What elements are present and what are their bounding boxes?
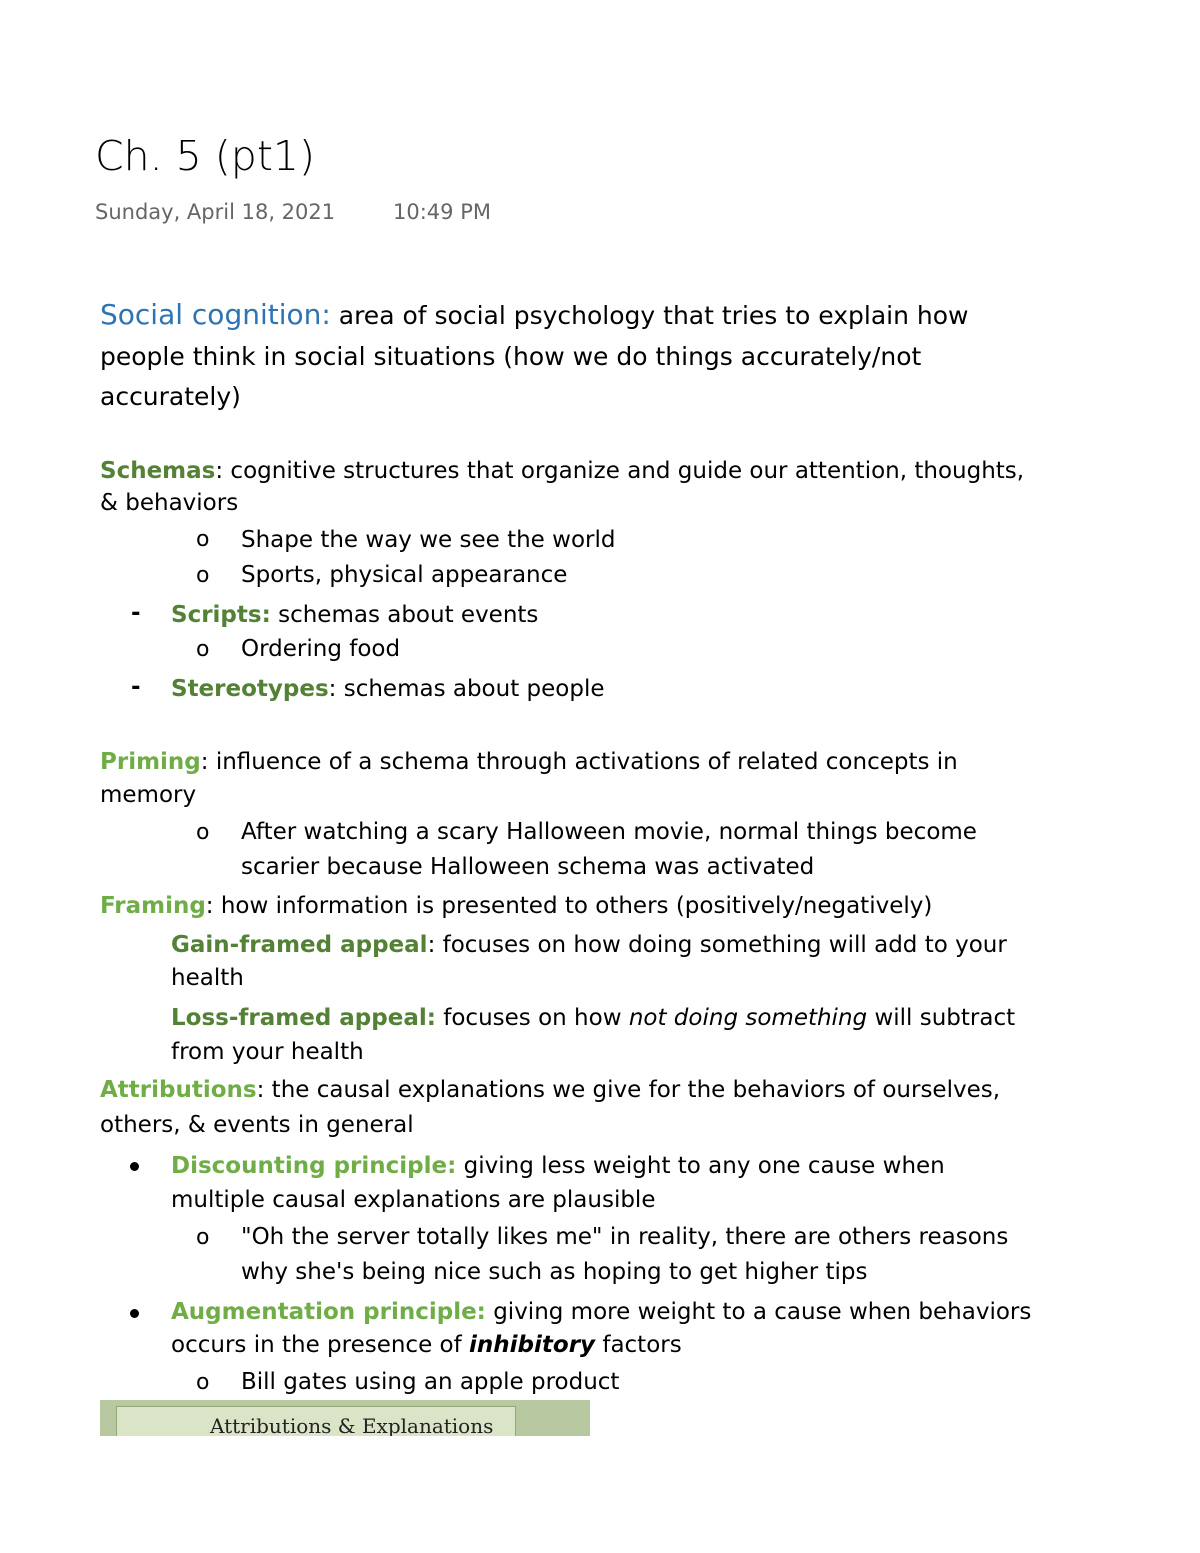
social-cognition-term: Social cognition: [100,298,331,331]
priming-example-line1: After watching a scary Halloween movie, normal things become [241,819,977,845]
augmentation-def-pre: occurs in the presence of [171,1332,470,1358]
augmentation-def: giving more weight to a cause when behaviors [485,1299,1032,1325]
scripts-line [171,598,538,632]
schemas-line2: & behaviors [100,490,239,516]
augmentation-bold-italic: inhibitory [469,1332,596,1358]
attributions-def: : the causal explanations we give for the behaviors of ourselves, [256,1077,1001,1103]
scripts-term: Scripts: [171,602,271,628]
augmentation-line1 [171,1295,1031,1329]
priming-def: : influence of a schema through activations of related concepts in [200,749,958,775]
loss-framed-term: Loss-framed appeal: [171,1005,436,1031]
schemas-def: : cognitive structures that organize and guide our attention, thoughts, [215,458,1025,484]
circle-bullet-icon: o [196,563,210,588]
loss-framed-italic: not doing something [628,1005,868,1031]
framing-def: : how information is presented to others (positively/negatively) [205,893,933,919]
scripts-example: Ordering food [241,636,401,662]
social-cognition-line2: people think in social situations (how we do things accurately/not [100,342,922,371]
loss-framed-def-post: will subtract [867,1005,1016,1031]
circle-bullet-icon: o [196,820,210,845]
gain-framed-line2: health [171,965,244,991]
gain-framed-line1 [171,928,1007,962]
gain-framed-term: Gain-framed appeal [171,932,428,958]
discounting-example-line2: why she's being nice such as hoping to get higher tips [241,1259,868,1285]
loss-framed-line1 [171,1001,1015,1035]
discounting-term: Discounting principle: [171,1153,457,1179]
framing-line [100,889,932,923]
loss-framed-def-pre: focuses on how [435,1005,629,1031]
bullet-dot-icon [130,1309,139,1318]
slide-title: Attributions & Explanations [210,1414,494,1436]
circle-bullet-icon: o [196,527,210,552]
augmentation-example: Bill gates using an apple product [241,1369,620,1395]
slide-image [100,1400,590,1436]
circle-bullet-icon: o [196,1225,210,1250]
discounting-line1 [171,1149,945,1183]
gain-framed-def: : focuses on how doing something will add to your [427,932,1007,958]
loss-framed-line2: from your health [171,1039,364,1065]
schemas-example-2: Sports, physical appearance [241,562,568,588]
attributions-line1 [100,1073,1000,1107]
page-title: Ch. 5 (pt1) [95,132,315,180]
schemas-line1 [100,454,1024,488]
augmentation-term: Augmentation principle: [171,1299,486,1325]
attributions-line2: others, & events in general [100,1112,414,1138]
stereotypes-def: : schemas about people [328,676,605,702]
discounting-line2: multiple causal explanations are plausible [171,1187,656,1213]
stereotypes-line [171,672,605,706]
stereotypes-term: Stereotypes [171,676,329,702]
attributions-term: Attributions [100,1077,257,1103]
page-time: 10:49 PM [393,200,491,224]
augmentation-line2 [171,1328,682,1362]
priming-term: Priming [100,749,201,775]
circle-bullet-icon: o [196,1370,210,1395]
augmentation-def-post: factors [595,1332,682,1358]
priming-line2: memory [100,782,197,808]
discounting-example-line1: "Oh the server totally likes me" in reality, there are others reasons [241,1224,1009,1250]
framing-term: Framing [100,893,206,919]
scripts-def: schemas about events [270,602,539,628]
discounting-def: giving less weight to any one cause when [456,1153,945,1179]
circle-bullet-icon: o [196,637,210,662]
dash-bullet-icon: - [131,600,141,626]
social-cognition-def: area of social psychology that tries to explain how [330,301,969,330]
priming-example-line2: scarier because Halloween schema was activated [241,854,815,880]
social-cognition-line1 [100,298,968,333]
schemas-example-1: Shape the way we see the world [241,527,616,553]
page-date: Sunday, April 18, 2021 [95,200,336,224]
dash-bullet-icon: - [131,674,141,700]
schemas-term: Schemas [100,458,216,484]
bullet-dot-icon [130,1162,139,1171]
social-cognition-line3: accurately) [100,382,241,411]
priming-line1 [100,745,958,779]
